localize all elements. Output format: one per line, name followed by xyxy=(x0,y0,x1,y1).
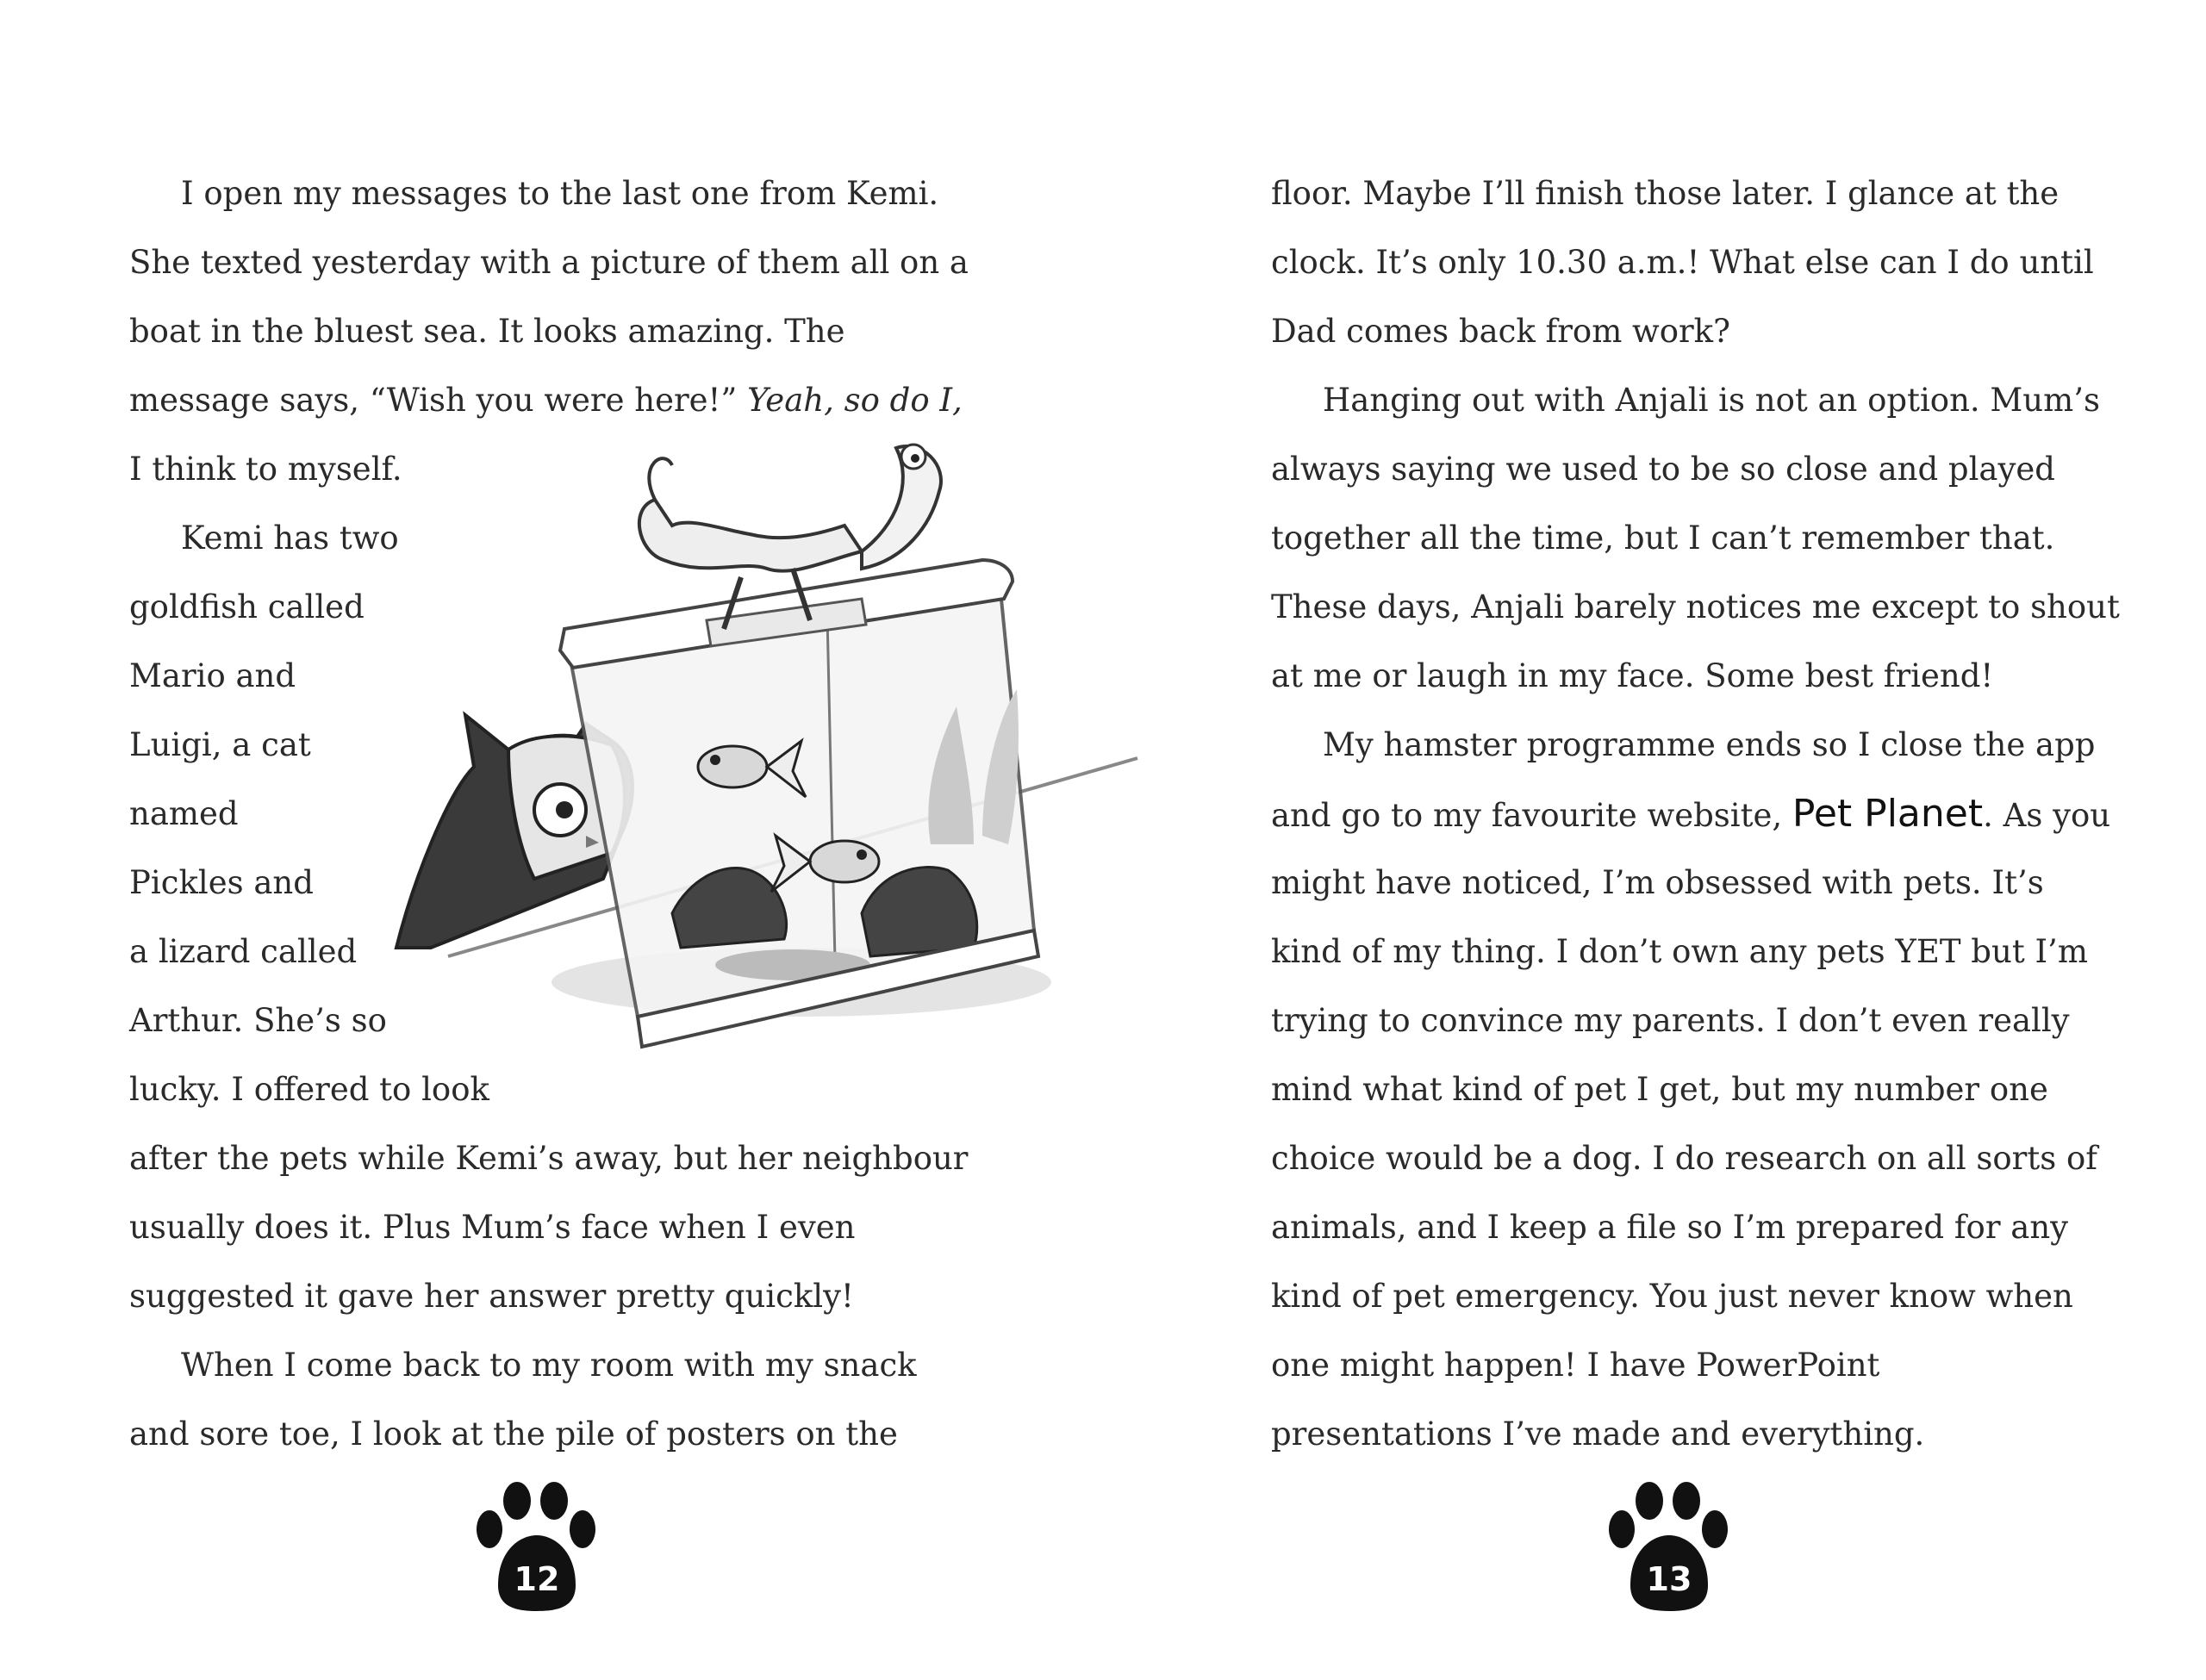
text-line: goldfish called xyxy=(129,588,365,625)
message-italic: Yeah, so do I, xyxy=(747,382,963,419)
text-line: floor. Maybe I’ll finish those later. I glance at the xyxy=(1271,175,2060,212)
text-line: clock. It’s only 10.30 a.m.! What else can I do until xyxy=(1271,244,2094,281)
text-line: trying to convince my parents. I don’t even really xyxy=(1271,1002,2070,1039)
text-line xyxy=(129,366,963,435)
text-line: Mario and xyxy=(129,657,296,694)
text-line: at me or laugh in my face. Some best friend! xyxy=(1271,657,1994,694)
website-name: Pet Planet xyxy=(1792,792,1984,836)
text-line: I open my messages to the last one from Kemi. xyxy=(181,175,939,212)
text-line: named xyxy=(129,795,239,832)
text-line: Luigi, a cat xyxy=(129,726,311,763)
text-line: Arthur. She’s so xyxy=(129,1002,387,1039)
text-line: lucky. I offered to look xyxy=(129,1071,489,1108)
text-line: mind what kind of pet I get, but my number one xyxy=(1271,1071,2048,1108)
text-line: choice would be a dog. I do research on all sorts of xyxy=(1271,1140,2097,1177)
text-line: Kemi has two xyxy=(181,520,399,557)
website-prefix: and go to my favourite website, xyxy=(1271,797,1792,834)
text-line: after the pets while Kemi’s away, but her neighbour xyxy=(129,1140,969,1177)
message-prefix: message says, “Wish you were here!” xyxy=(129,382,748,419)
text-line: boat in the bluest sea. It looks amazing. The xyxy=(129,313,845,350)
text-line: one might happen! I have PowerPoint xyxy=(1271,1347,1880,1384)
text-line: I think to myself. xyxy=(129,451,402,488)
aquarium-illustration xyxy=(379,431,1155,1086)
page-number-paw xyxy=(472,1482,610,1620)
text-line: These days, Anjali barely notices me except to shout xyxy=(1271,588,2120,625)
text-line: When I come back to my room with my snack xyxy=(181,1347,917,1384)
text-line: usually does it. Plus Mum’s face when I even xyxy=(129,1209,856,1246)
text-line: Hanging out with Anjali is not an option. Mum’s xyxy=(1323,382,2100,419)
text-line: together all the time, but I can’t remember that. xyxy=(1271,520,2055,557)
website-suffix: . As you xyxy=(1983,797,2111,834)
text-line xyxy=(1271,780,2110,850)
text-line: animals, and I keep a file so I’m prepared for any xyxy=(1271,1209,2069,1246)
text-line: a lizard called xyxy=(129,933,358,970)
text-line: Dad comes back from work? xyxy=(1271,313,1730,350)
text-line: always saying we used to be so close and played xyxy=(1271,451,2055,488)
text-line: kind of pet emergency. You just never know when xyxy=(1271,1278,2073,1315)
text-line: My hamster programme ends so I close the app xyxy=(1323,726,2096,763)
text-line: Pickles and xyxy=(129,864,314,901)
text-line: suggested it gave her answer pretty quickly! xyxy=(129,1278,854,1315)
text-line: and sore toe, I look at the pile of posters on the xyxy=(129,1416,898,1453)
text-line: She texted yesterday with a picture of them all on a xyxy=(129,244,969,281)
page-number: 12 xyxy=(514,1560,560,1598)
text-line: might have noticed, I’m obsessed with pets. It’s xyxy=(1271,864,2044,901)
page-number: 13 xyxy=(1646,1560,1692,1598)
text-line: presentations I’ve made and everything. xyxy=(1271,1416,1925,1453)
page-number-paw xyxy=(1605,1482,1742,1620)
text-line: kind of my thing. I don’t own any pets YET but I’m xyxy=(1271,933,2088,970)
